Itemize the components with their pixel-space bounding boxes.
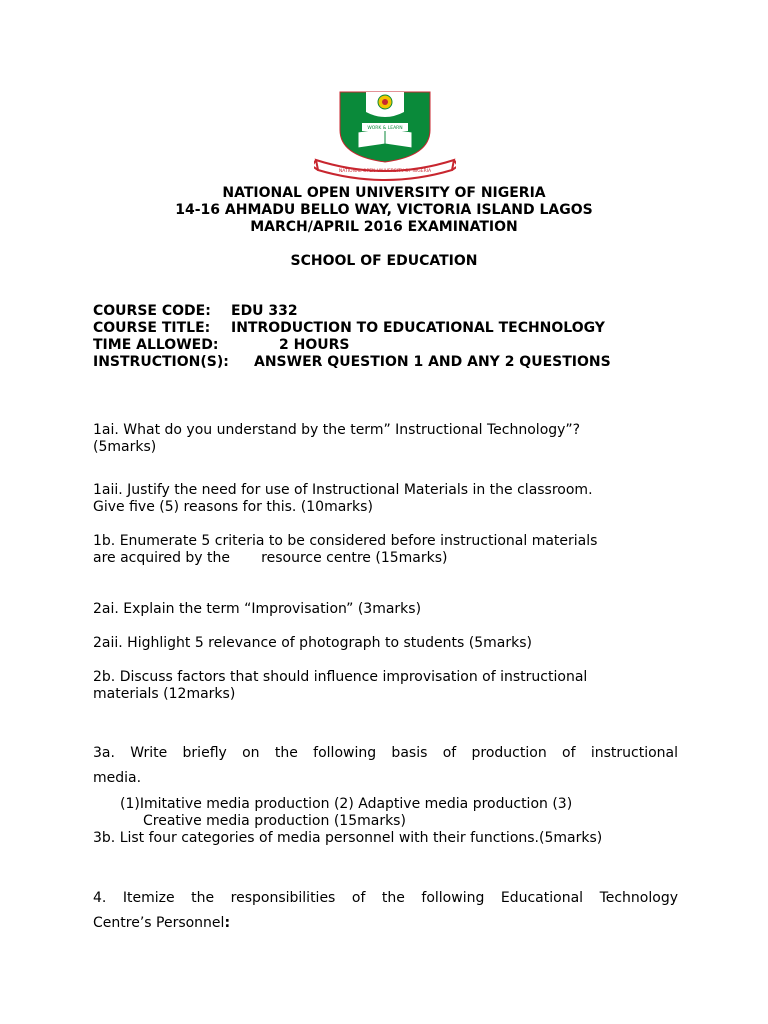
question-colon: :	[224, 915, 231, 931]
question-marks: (5marks)	[93, 439, 157, 455]
question-item: Creative media production (15marks)	[143, 813, 406, 829]
school-name: SCHOOL OF EDUCATION	[290, 253, 478, 269]
course-code-row	[93, 303, 298, 320]
question-2b	[93, 669, 678, 703]
question-text: 3a. Write briefly on the following basis of production of instructional	[93, 745, 678, 761]
question-2ai	[93, 601, 678, 618]
course-title-row	[93, 320, 605, 337]
question-text: Give five (5) reasons for this. (10marks)	[93, 499, 373, 515]
time-allowed-value: 2 HOURS	[279, 337, 350, 353]
question-text: 1aii. Justify the need for use of Instructional Materials in the classroom.	[93, 482, 593, 498]
question-2aii	[93, 635, 678, 652]
question-text: are acquired by the resource centre (15marks)	[93, 550, 448, 566]
time-allowed-row	[93, 337, 350, 354]
instruction-label: INSTRUCTION(S):	[93, 354, 229, 370]
university-logo	[314, 90, 456, 182]
course-title-label: COURSE TITLE:	[93, 320, 211, 336]
instruction-row	[93, 354, 611, 371]
question-1ai	[93, 422, 678, 456]
exam-session: MARCH/APRIL 2016 EXAMINATION	[250, 219, 518, 235]
logo-motto: WORK & LEARN	[367, 126, 403, 131]
question-text: media.	[93, 770, 142, 786]
question-3a-items	[120, 796, 680, 830]
question-text: 1b. Enumerate 5 criteria to be considered before instructional materials	[93, 533, 598, 549]
question-4	[93, 890, 678, 932]
logo-ribbon-text: NATIONAL OPEN UNIVERSITY OF NIGERIA	[338, 169, 432, 174]
question-3a	[93, 745, 678, 787]
question-1b	[93, 533, 678, 567]
university-name: NATIONAL OPEN UNIVERSITY OF NIGERIA	[222, 185, 546, 201]
question-text: 2ai. Explain the term “Improvisation” (3marks)	[93, 601, 422, 617]
question-text: 3b. List four categories of media personnel with their functions.(5marks)	[93, 830, 603, 846]
course-code-label: COURSE CODE:	[93, 303, 211, 319]
university-address: 14-16 AHMADU BELLO WAY, VICTORIA ISLAND LAGOS	[175, 202, 593, 218]
question-text: materials (12marks)	[93, 686, 236, 702]
question-1aii	[93, 482, 678, 516]
time-allowed-label: TIME ALLOWED:	[93, 337, 219, 353]
question-text: 1ai. What do you understand by the term” Instructional Technology”?	[93, 422, 581, 438]
instruction-value: ANSWER QUESTION 1 AND ANY 2 QUESTIONS	[254, 354, 611, 370]
question-text: 2aii. Highlight 5 relevance of photograph to students (5marks)	[93, 635, 532, 651]
question-text-part: Centre’s Personnel	[93, 915, 225, 931]
course-code-value: EDU 332	[231, 303, 298, 319]
question-text: 4. Itemize the responsibilities of the following Educational Technology	[93, 890, 678, 906]
course-title-value: INTRODUCTION TO EDUCATIONAL TECHNOLOGY	[231, 320, 605, 336]
question-text: 2b. Discuss factors that should influence improvisation of instructional	[93, 669, 588, 685]
question-text	[93, 915, 678, 932]
question-3b	[93, 830, 678, 847]
question-item: (1)Imitative media production (2) Adaptive media production (3)	[120, 796, 573, 812]
